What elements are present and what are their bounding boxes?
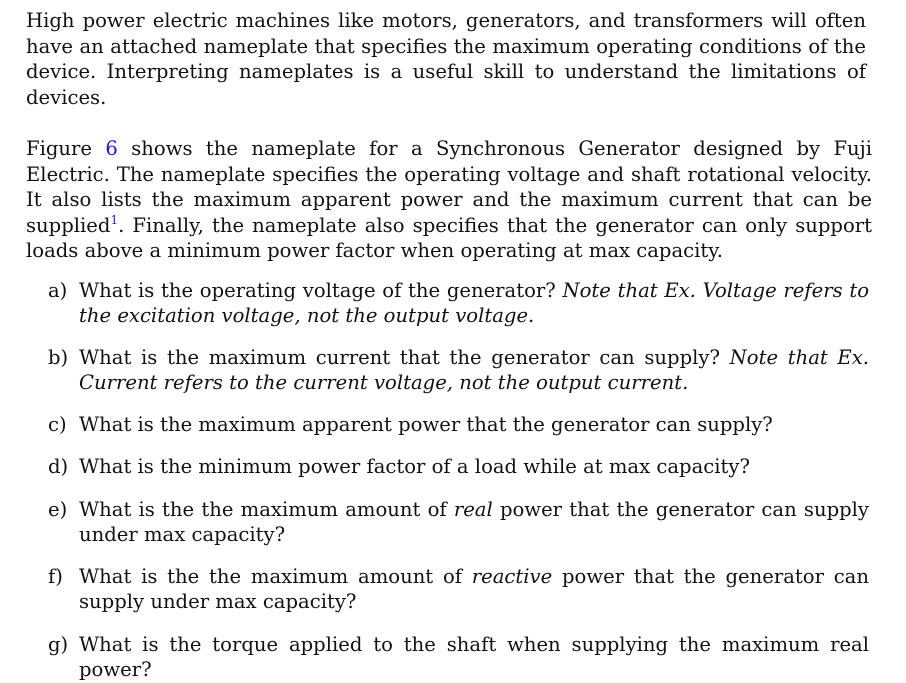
question-text: What is the maximum current that the generator can supply? — [79, 345, 730, 369]
question-label: f) — [48, 564, 63, 588]
question-label: g) — [48, 632, 69, 656]
intro-paragraph: High power electric machines like motors, generators, and transformers will often have an attached nameplate that specifies the maximum operating conditions of the device. Interpreting nameplates is a useful skill to understand the limitations of devices. — [26, 9, 866, 109]
question-label: e) — [48, 497, 68, 521]
figure-description-paragraph — [26, 136, 872, 264]
question-a — [26, 278, 869, 329]
question-text: What is the the maximum amount of — [79, 497, 454, 521]
question-g — [26, 632, 869, 683]
emphasis-term: real — [453, 497, 493, 521]
document-page — [26, 8, 886, 683]
question-text: What is the maximum apparent power that the generator can supply? — [79, 412, 773, 436]
question-text: power that the generator can supply under max capacity? — [79, 497, 869, 546]
question-note: Note that Ex. Voltage refers to the excitation voltage, not the output voltage. — [79, 278, 869, 327]
question-label: d) — [48, 455, 69, 478]
question-label: c) — [48, 412, 67, 436]
paragraph-text: shows the nameplate for a Synchronous Generator designed by Fuji Electric. The nameplate specifies the operating voltage and shaft rotational velocity. It also lists the maximum apparent power and the maximum current that can be supplied — [26, 137, 872, 237]
question-b — [26, 345, 869, 396]
question-c — [26, 412, 869, 438]
paragraph-text: . Finally, the nameplate also specifies that the generator can only support loads above a minimum power factor when operating at max capacity. — [26, 213, 872, 262]
figure-reference-link[interactable]: 6 — [105, 137, 118, 160]
emphasis-term: reactive — [471, 564, 553, 588]
question-text: What is the torque applied to the shaft when supplying the maximum real power? — [79, 632, 869, 681]
paragraph-text: Figure — [26, 137, 106, 160]
question-label: b) — [48, 345, 69, 369]
question-text: What is the minimum power factor of a load while at max capacity? — [79, 455, 750, 478]
question-text: What is the operating voltage of the generator? — [79, 278, 563, 302]
question-note: Note that Ex. Current refers to the current voltage, not the output current. — [79, 345, 869, 394]
question-label: a) — [48, 278, 68, 302]
question-f — [26, 564, 869, 615]
question-text: What is the the maximum amount of — [79, 564, 472, 588]
footnote-link[interactable]: 1 — [110, 212, 119, 227]
question-d — [26, 454, 869, 480]
question-e — [26, 497, 869, 548]
question-text: power that the generator can supply under max capacity? — [79, 564, 869, 613]
